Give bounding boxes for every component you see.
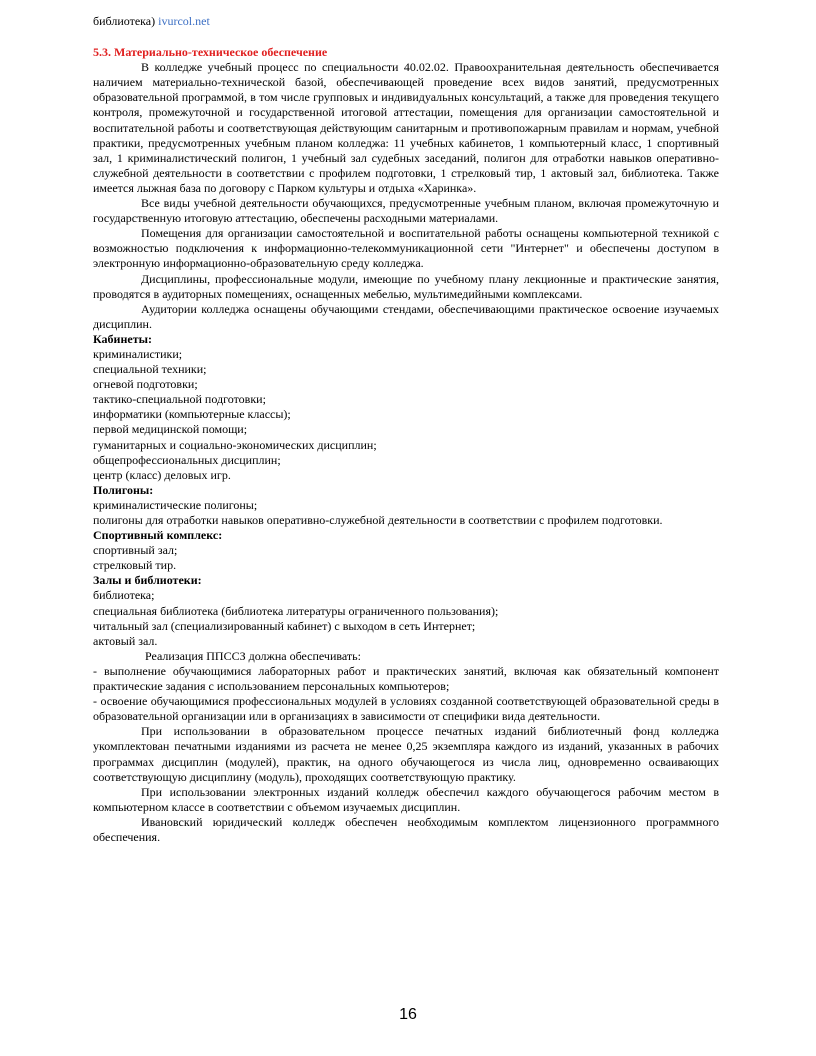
halls-heading: Залы и библиотеки: [93, 573, 202, 588]
list-item: криминалистики; [93, 346, 183, 361]
paragraph: Все виды учебной деятельности обучающихся, предусмотренные учебным планом, включая промежуточную и государственную итоговую аттестацию, обеспечены расходными материалами. [93, 196, 719, 226]
list-item: общепрофессиональных дисциплин; [93, 452, 281, 467]
list-item: тактико-специальной подготовки; [93, 392, 266, 407]
list-item: читальный зал (специализированный кабинет) с выходом в сеть Интернет; [93, 618, 476, 633]
list-item: специальная библиотека (библиотека литературы ограниченного пользования); [93, 603, 499, 618]
list-item: специальной техники; [93, 362, 207, 377]
sport-heading: Спортивный комплекс: [93, 528, 223, 543]
paragraph: Дисциплины, профессиональные модули, имеющие по учебному плану лекционные и практические занятия, проводятся в аудиторных помещениях, оснащенных мебелью, мультимедийными комплексами. [93, 271, 719, 301]
site-link[interactable]: ivurcol.net [158, 14, 210, 28]
paragraph: Аудитории колледжа оснащены обучающими стендами, обеспечивающими практическое освоение изучаемых дисциплин. [93, 301, 719, 331]
bullet-item: - выполнение обучающимися лабораторных работ и практических занятий, включая как обязательный компонент практические задания с использованием персональных компьютеров; [93, 663, 719, 694]
paragraph: При использовании электронных изданий колледж обеспечил каждого обучающегося рабочим местом в компьютерном классе в соответствии с объемом изучаемых дисциплин. [93, 784, 719, 814]
list-item: криминалистические полигоны; [93, 497, 258, 512]
paragraph: Помещения для организации самостоятельной и воспитательной работы оснащены компьютерной техникой с возможностью подключения к информационно-телекоммуникационной сети "Интернет" и обеспечены доступом в электронную информационно-образовательную среду колледжа. [93, 226, 719, 271]
page-number: 16 [399, 1006, 417, 1023]
bullet-item: - освоение обучающимися профессиональных модулей в условиях созданной соответствующей образовательной среды в образовательной организации или в организациях в зависимости от специфики вида деятельности. [93, 694, 719, 724]
polygons-heading: Полигоны: [93, 482, 154, 497]
list-item: стрелковый тир. [93, 558, 177, 573]
list-item: спортивный зал; [93, 543, 178, 558]
header-prefix: библиотека) [93, 14, 156, 28]
list-item: полигоны для отработки навыков оперативно-служебной деятельности в соответствии с профилем подготовки. [93, 513, 663, 527]
list-item: информатики (компьютерные классы); [93, 407, 291, 422]
list-item: центр (класс) деловых игр. [93, 467, 231, 482]
list-item: гуманитарных и социально-экономических дисциплин; [93, 437, 377, 452]
list-item: огневой подготовки; [93, 377, 198, 392]
paragraph: В колледже учебный процесс по специальности 40.02.02. Правоохранительная деятельность обеспечивается наличием материально-технической базой, обеспечивающей проведение всех видов занятий, предусмотренных образовательной программой, в том числе групповых и индивидуальных консультаций, а также для проведения текущего контроля, промежуточной и государственной итоговой аттестации, помещения для организации самостоятельной и воспитательной работы и соответствующая действующим санитарным и противопожарным правилам и нормам, учебной практики, предусмотренных учебным планом колледжа: 11 учебных кабинетов, 1 компьютерный класс, 1 спортивный зал, 1 криминалистический полигон, 1 учебный зал судебных заседаний, полигон для отработки навыков оперативно-служебной деятельности в соответствии с профилем подготовки, 1 стрелковый тир, 1 актовый зал, библиотека. Также имеется лыжная база по договору с Парком культуры и отдыха «Харинка». [93, 60, 719, 195]
list-item: актовый зал. [93, 633, 158, 648]
cabinets-heading: Кабинеты: [93, 331, 152, 346]
paragraph: Ивановский юридический колледж обеспечен необходимым комплектом лицензионного программного обеспечения. [93, 814, 719, 844]
paragraph: При использовании в образовательном процессе печатных изданий библиотечный фонд колледжа укомплектован печатными изданиями из расчета не менее 0,25 экземпляра каждого из изданий, указанных в рабочих программах дисциплин (модулей), практик, на одного обучающегося из числа лиц, одновременно осваивающих соответствующую дисциплину (модуль), проходящих соответствующую практику. [93, 724, 719, 784]
list-item: библиотека; [93, 588, 155, 603]
section-title: 5.3. Материально-техническое обеспечение [93, 45, 328, 60]
realization-intro: Реализация ППССЗ должна обеспечивать: [145, 648, 361, 663]
document-page [93, 14, 719, 845]
header-line [93, 14, 719, 29]
list-item: первой медицинской помощи; [93, 422, 248, 437]
